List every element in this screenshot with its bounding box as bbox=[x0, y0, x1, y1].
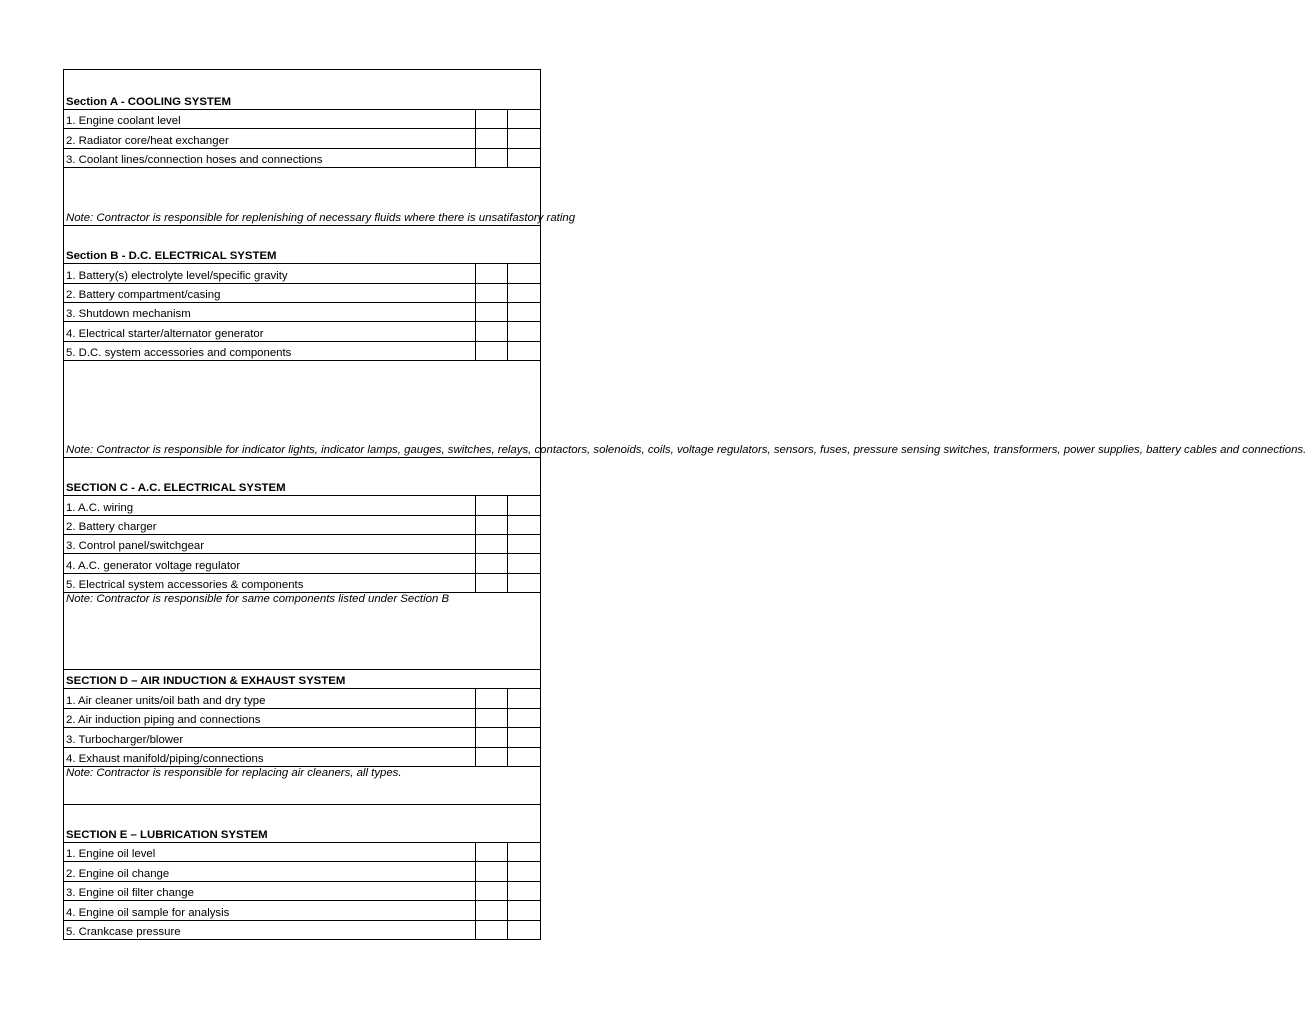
section-d-note: Note: Contractor is responsible for replacing air cleaners, all types. bbox=[64, 767, 541, 805]
note-row bbox=[64, 168, 541, 226]
rating-cell-1[interactable] bbox=[476, 554, 508, 573]
rating-cell-1[interactable] bbox=[476, 264, 508, 283]
rating-cell-2[interactable] bbox=[508, 881, 541, 900]
item-label: 2. Air induction piping and connections bbox=[64, 708, 476, 727]
item-label: 2. Engine oil change bbox=[64, 862, 476, 881]
checklist-row bbox=[64, 708, 541, 727]
checklist-row bbox=[64, 881, 541, 900]
section-c-note: Note: Contractor is responsible for same components listed under Section B bbox=[64, 593, 541, 670]
rating-cell-2[interactable] bbox=[508, 148, 541, 167]
checklist-row bbox=[64, 901, 541, 920]
checklist-row bbox=[64, 283, 541, 302]
rating-cell-2[interactable] bbox=[508, 110, 541, 129]
rating-cell-2[interactable] bbox=[508, 515, 541, 534]
section-c-title: SECTION C - A.C. ELECTRICAL SYSTEM bbox=[64, 458, 541, 496]
note-row bbox=[64, 361, 541, 458]
section-a-note: Note: Contractor is responsible for replenishing of necessary fluids where there is unsatifastory rating bbox=[64, 168, 541, 226]
section-header bbox=[64, 670, 541, 689]
rating-cell-1[interactable] bbox=[476, 148, 508, 167]
checklist-row bbox=[64, 496, 541, 515]
rating-cell-2[interactable] bbox=[508, 322, 541, 341]
checklist-row bbox=[64, 689, 541, 708]
section-d-title: SECTION D – AIR INDUCTION & EXHAUST SYSTEM bbox=[64, 670, 541, 689]
rating-cell-1[interactable] bbox=[476, 689, 508, 708]
checklist-row bbox=[64, 920, 541, 939]
rating-cell-2[interactable] bbox=[508, 901, 541, 920]
checklist-row bbox=[64, 554, 541, 573]
section-b-note: Note: Contractor is responsible for indicator lights, indicator lamps, gauges, switches, relays, contactors, solenoids, coils, voltage regulators, sensors, fuses, pressure sensing switches, transformers, power supplies, battery cables and connections. bbox=[64, 361, 541, 458]
rating-cell-2[interactable] bbox=[508, 129, 541, 148]
rating-cell-1[interactable] bbox=[476, 322, 508, 341]
item-label: 1. Engine coolant level bbox=[64, 110, 476, 129]
rating-cell-2[interactable] bbox=[508, 708, 541, 727]
rating-cell-2[interactable] bbox=[508, 554, 541, 573]
item-label: 1. Engine oil level bbox=[64, 843, 476, 862]
rating-cell-1[interactable] bbox=[476, 862, 508, 881]
note-row bbox=[64, 593, 541, 670]
item-label: 5. Electrical system accessories & components bbox=[64, 573, 476, 592]
section-a-title: Section A - COOLING SYSTEM bbox=[64, 70, 541, 110]
item-label: 1. Air cleaner units/oil bath and dry type bbox=[64, 689, 476, 708]
item-label: 1. A.C. wiring bbox=[64, 496, 476, 515]
checklist-row bbox=[64, 515, 541, 534]
section-header bbox=[64, 226, 541, 264]
item-label: 1. Battery(s) electrolyte level/specific gravity bbox=[64, 264, 476, 283]
item-label: 4. Electrical starter/alternator generator bbox=[64, 322, 476, 341]
item-label: 2. Radiator core/heat exchanger bbox=[64, 129, 476, 148]
checklist-row bbox=[64, 322, 541, 341]
item-label: 3. Shutdown mechanism bbox=[64, 302, 476, 321]
checklist-row bbox=[64, 843, 541, 862]
checklist-row bbox=[64, 148, 541, 167]
checklist-row bbox=[64, 264, 541, 283]
section-header bbox=[64, 70, 541, 110]
note-row bbox=[64, 767, 541, 805]
rating-cell-2[interactable] bbox=[508, 862, 541, 881]
rating-cell-2[interactable] bbox=[508, 496, 541, 515]
section-b-title: Section B - D.C. ELECTRICAL SYSTEM bbox=[64, 226, 541, 264]
checklist-row bbox=[64, 302, 541, 321]
rating-cell-1[interactable] bbox=[476, 881, 508, 900]
rating-cell-2[interactable] bbox=[508, 747, 541, 766]
rating-cell-1[interactable] bbox=[476, 728, 508, 747]
rating-cell-1[interactable] bbox=[476, 920, 508, 939]
checklist-row bbox=[64, 129, 541, 148]
rating-cell-2[interactable] bbox=[508, 341, 541, 360]
rating-cell-1[interactable] bbox=[476, 708, 508, 727]
rating-cell-2[interactable] bbox=[508, 920, 541, 939]
rating-cell-1[interactable] bbox=[476, 283, 508, 302]
rating-cell-2[interactable] bbox=[508, 689, 541, 708]
rating-cell-1[interactable] bbox=[476, 747, 508, 766]
checklist-row bbox=[64, 862, 541, 881]
rating-cell-2[interactable] bbox=[508, 264, 541, 283]
checklist-row bbox=[64, 110, 541, 129]
item-label: 4. Exhaust manifold/piping/connections bbox=[64, 747, 476, 766]
rating-cell-1[interactable] bbox=[476, 110, 508, 129]
item-label: 5. D.C. system accessories and components bbox=[64, 341, 476, 360]
rating-cell-1[interactable] bbox=[476, 573, 508, 592]
rating-cell-2[interactable] bbox=[508, 534, 541, 553]
rating-cell-2[interactable] bbox=[508, 728, 541, 747]
rating-cell-1[interactable] bbox=[476, 534, 508, 553]
rating-cell-2[interactable] bbox=[508, 283, 541, 302]
item-label: 3. Turbocharger/blower bbox=[64, 728, 476, 747]
checklist-row bbox=[64, 341, 541, 360]
rating-cell-2[interactable] bbox=[508, 573, 541, 592]
section-header bbox=[64, 805, 541, 843]
checklist-row bbox=[64, 747, 541, 766]
checklist-row bbox=[64, 534, 541, 553]
item-label: 3. Engine oil filter change bbox=[64, 881, 476, 900]
section-header bbox=[64, 458, 541, 496]
checklist-row bbox=[64, 728, 541, 747]
item-label: 5. Crankcase pressure bbox=[64, 920, 476, 939]
rating-cell-1[interactable] bbox=[476, 341, 508, 360]
rating-cell-1[interactable] bbox=[476, 496, 508, 515]
checklist-row bbox=[64, 573, 541, 592]
section-e-title: SECTION E – LUBRICATION SYSTEM bbox=[64, 805, 541, 843]
rating-cell-1[interactable] bbox=[476, 843, 508, 862]
rating-cell-1[interactable] bbox=[476, 302, 508, 321]
rating-cell-1[interactable] bbox=[476, 901, 508, 920]
rating-cell-1[interactable] bbox=[476, 129, 508, 148]
item-label: 2. Battery charger bbox=[64, 515, 476, 534]
item-label: 3. Coolant lines/connection hoses and connections bbox=[64, 148, 476, 167]
rating-cell-1[interactable] bbox=[476, 515, 508, 534]
item-label: 2. Battery compartment/casing bbox=[64, 283, 476, 302]
inspection-checklist-table bbox=[63, 69, 1306, 940]
item-label: 3. Control panel/switchgear bbox=[64, 534, 476, 553]
rating-cell-2[interactable] bbox=[508, 843, 541, 862]
rating-cell-2[interactable] bbox=[508, 302, 541, 321]
item-label: 4. A.C. generator voltage regulator bbox=[64, 554, 476, 573]
item-label: 4. Engine oil sample for analysis bbox=[64, 901, 476, 920]
